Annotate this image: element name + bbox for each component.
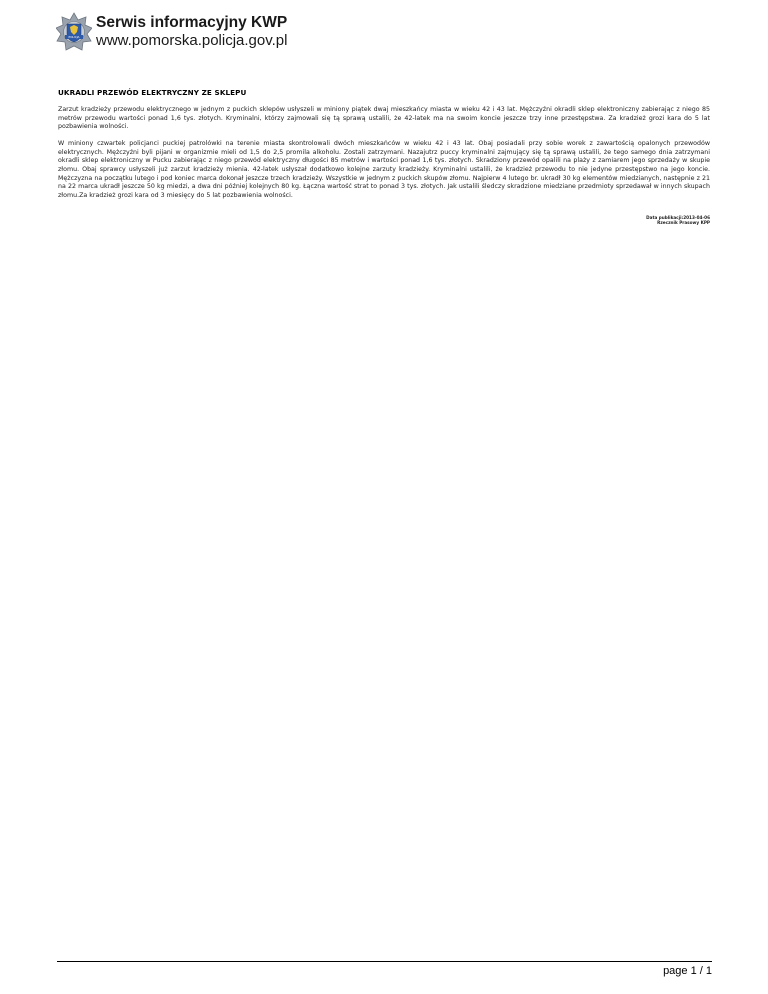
svg-text:POLICJA: POLICJA xyxy=(68,35,80,40)
article-title: UKRADLI PRZEWÓD ELEKTRYCZNY ZE SKLEPU xyxy=(58,88,247,97)
article-author: Rzecznik Prasowy KPP xyxy=(657,220,710,226)
article-content xyxy=(58,88,710,209)
police-star-badge-icon xyxy=(56,12,92,52)
site-url[interactable]: www.pomorska.policja.gov.pl xyxy=(96,32,288,49)
page-header xyxy=(56,12,287,56)
site-title: Serwis informacyjny KWP xyxy=(96,14,288,31)
footer-divider xyxy=(57,961,712,962)
header-text-block xyxy=(96,12,287,50)
article-paragraph-2: W miniony czwartek policjanci puckiej patrolówki na terenie miasta skontrolowali dwóch mieszkańców w wieku 42 i 43 lat. Obaj posiadali przy sobie worek z zawartością opalonych przewodów elektrycznych. Mężczyźni byli pijani w organizmie mieli od 1,5 do 2,5 promila alkoholu. Zostali zatrzymani. Nazajutrz puccy kryminalni zajmujący się tą sprawą ustalili, że tego samego dnia zatrzymani okradli sklep elektroniczny w Pucku zabierając z niego przewód elektryczny długości 85 metrów i wartości ponad 1,6 tys. złotych. Skradziony przewód opalili na plaży z zamiarem jego sprzedaży w skupie złomu. Obaj sprawcy usłyszeli już zarzut kradzieży mienia. 42-latek usłyszał dodatkowo kolejne zarzuty kradzieży. Kryminalni ustalili, że kradzież przewodu to nie jedyne przestępstwo na jego koncie. Mężczyzna na początku lutego i pod koniec marca dokonał jeszcze trzech kradzieży. Wszystkie w jednym z puckich skupów złomu. Najpierw 4 lutego br. ukradł 30 kg elementów miedzianych, następnie z 21 na 22 marca ukradł jeszcze 50 kg miedzi, a dwa dni później kolejnych 80 kg. Łączna wartość strat to ponad 3 tys. złotych. Jak ustalili śledczy skradzione miedziane przedmioty sprzedawał w innych skupach złomu.Za kradzież grozi kara od 3 miesięcy do 5 lat pozbawienia wolności. xyxy=(58,140,710,199)
publication-date: Data publikacji:2013-04-06 xyxy=(646,215,710,220)
publication-meta xyxy=(646,215,710,225)
page-number: page 1 / 1 xyxy=(663,965,712,977)
article-paragraph-1: Zarzut kradzieży przewodu elektrycznego w jednym z puckich sklepów usłyszeli w miniony piątek dwaj mieszkańcy miasta w wieku 42 i 43 lat. Mężczyźni okradli sklep elektroniczny zabierając z niego 85 metrów przewodu wartości ponad 1,6 tys. złotych. Kryminalni, którzy zajmowali się tą sprawą ustalili, że 42-latek ma na swoim koncie jeszcze trzy inne przestępstwa. Za kradzież grozi kara do 5 lat pozbawienia wolności. xyxy=(58,106,710,131)
